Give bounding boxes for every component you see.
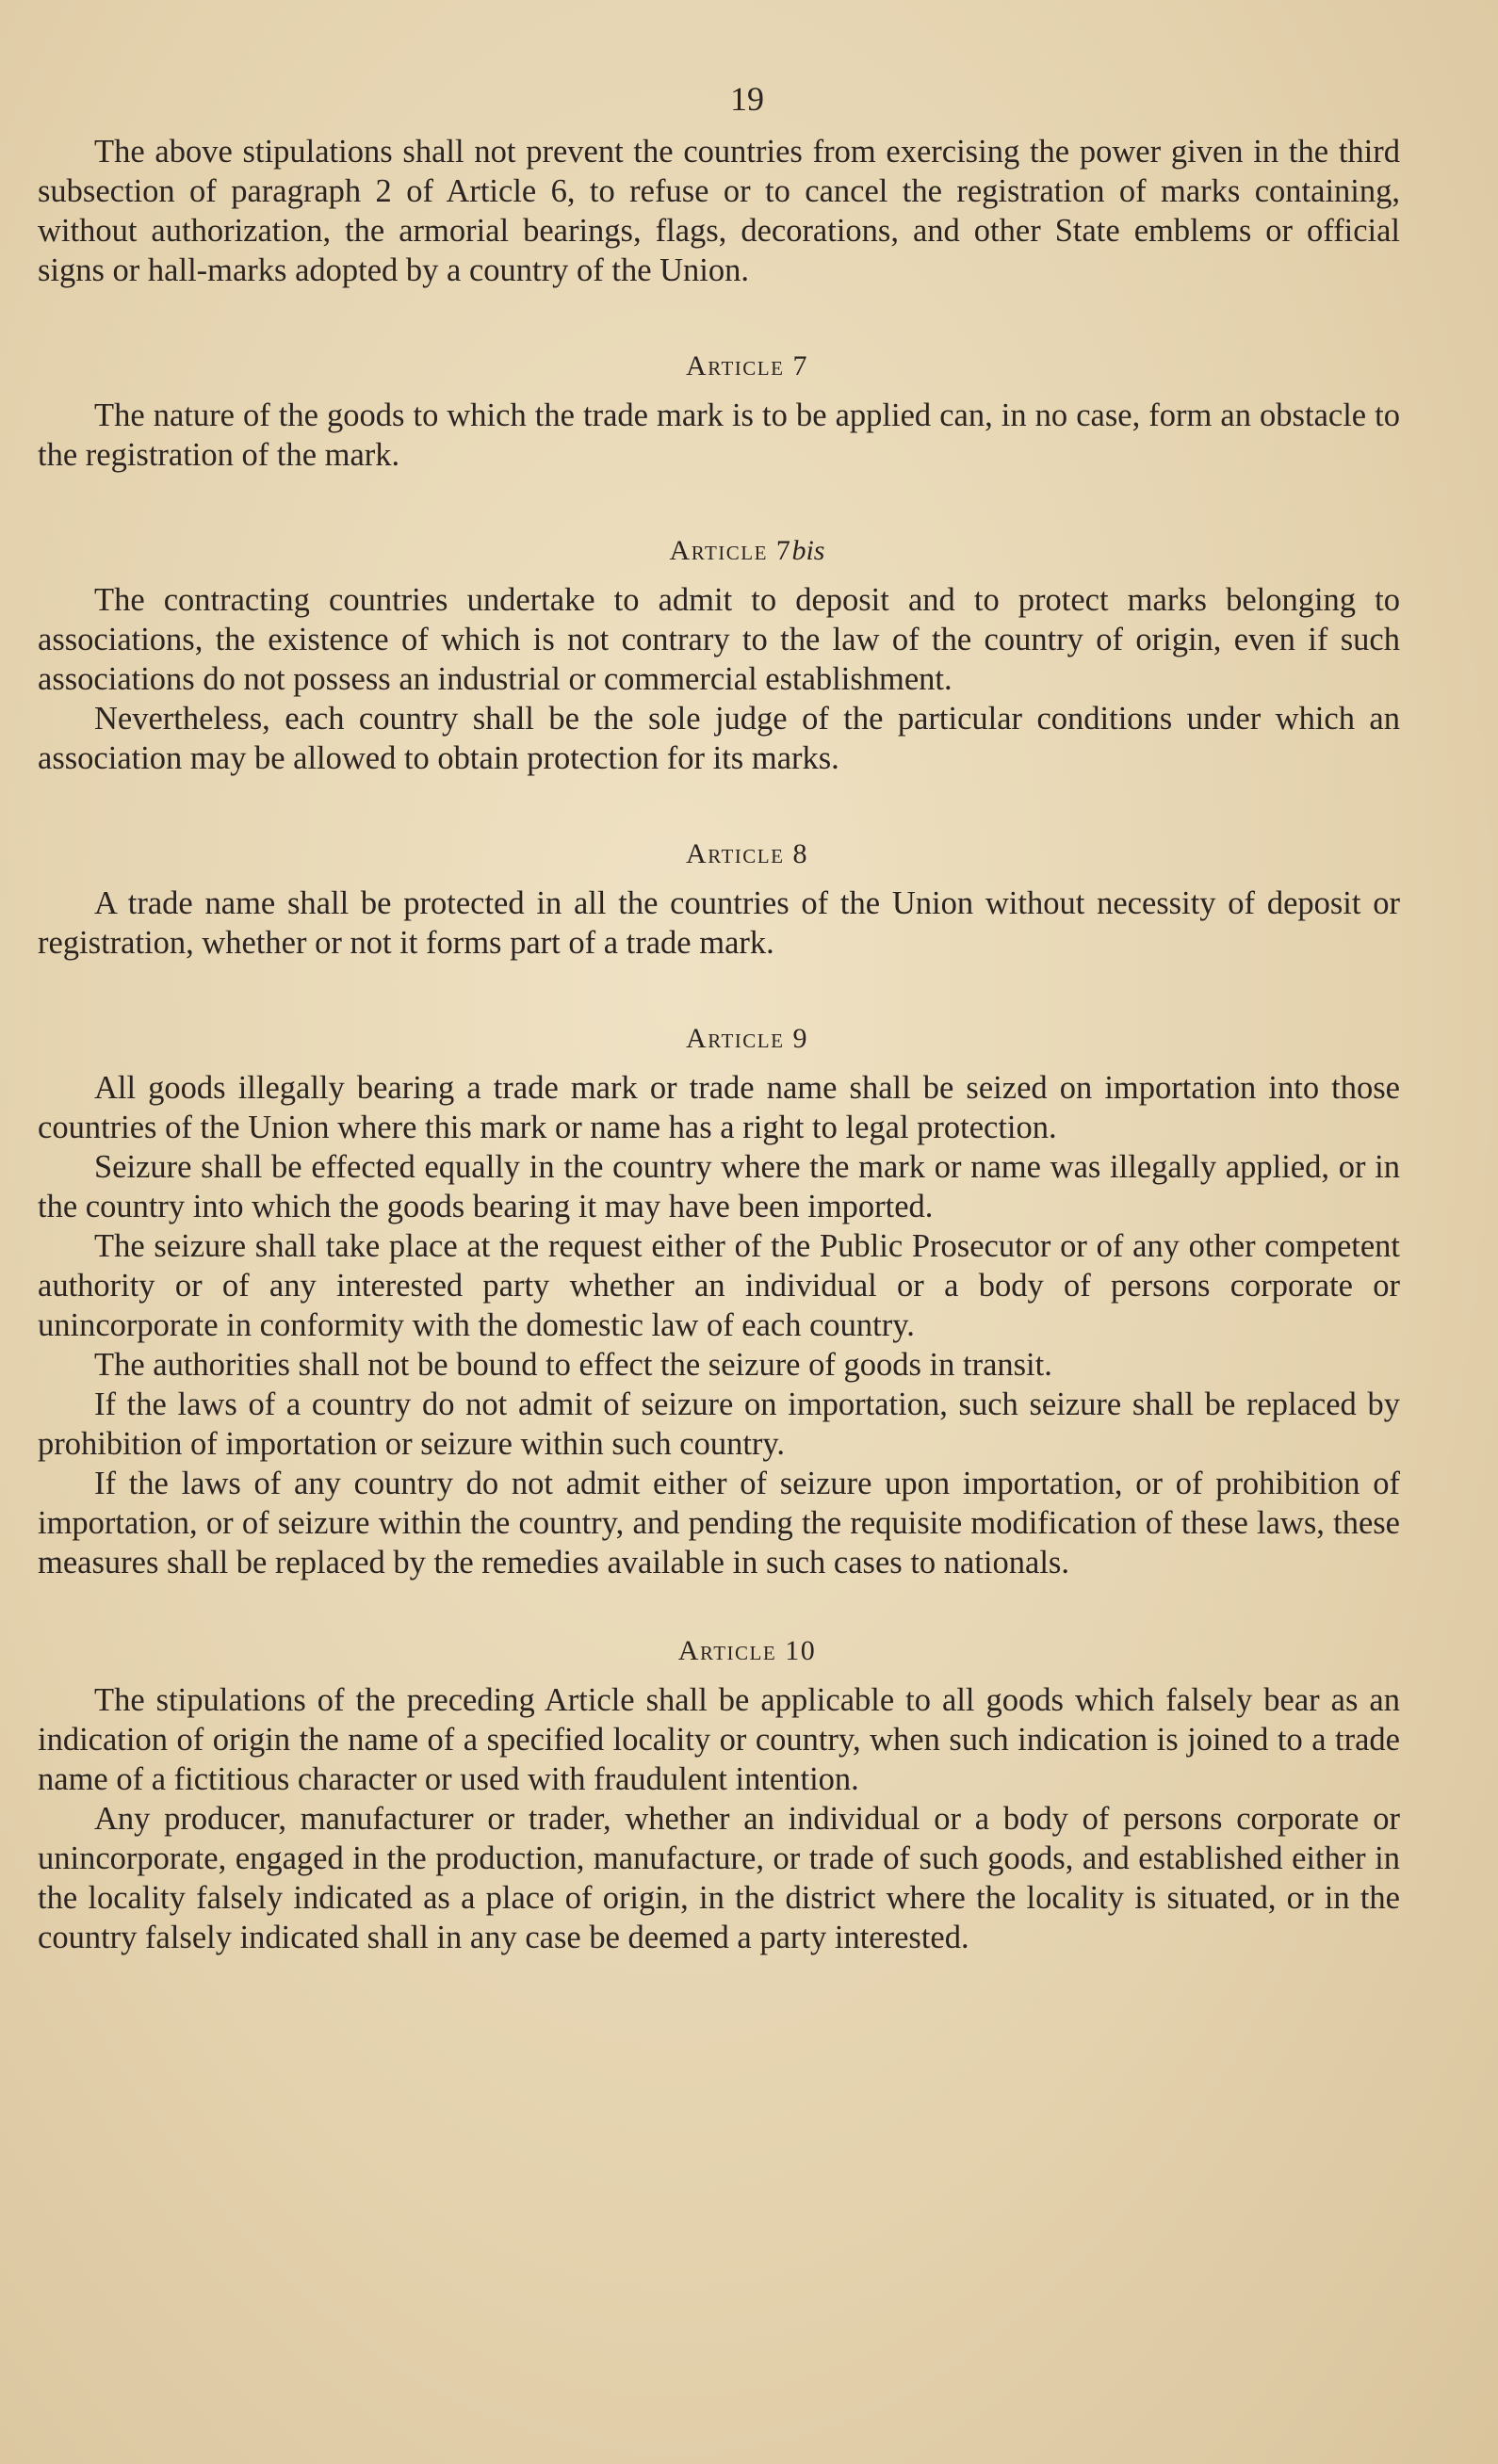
intro-section — [38, 132, 1400, 290]
article-heading — [38, 1023, 1400, 1055]
paragraph: The contracting countries undertake to admit to deposit and to protect marks belonging to associations, the existence of which is not contrary to the law of the country of origin, even if such associations do not possess an industrial or commercial establishment. — [38, 582, 1400, 697]
article-heading — [38, 1635, 1400, 1667]
article-heading — [38, 838, 1400, 870]
paragraph: The stipulations of the preceding Article shall be applicable to all goods which falsely bear as an indication of origin the name of a specified locality or country, when such indication is joined to a trade name of a fictitious character or used with fraudulent intention. — [38, 1682, 1400, 1797]
article-heading — [38, 350, 1400, 382]
page-number: 19 — [730, 80, 764, 118]
paragraph: The authorities shall not be bound to effect the seizure of goods in transit. — [94, 1347, 1052, 1383]
article-heading-label: Article 7 — [669, 535, 792, 566]
article-7-section — [38, 350, 1400, 475]
paragraph: All goods illegally bearing a trade mark or trade name shall be seized on importation into those countries of the Union where this mark or name has a right to legal protection. — [38, 1070, 1400, 1145]
paragraph: If the laws of a country do not admit of seizure on importation, such seizure shall be replaced by prohibition of importation or seizure within such country. — [38, 1386, 1400, 1462]
paragraph: The above stipulations shall not prevent the countries from exercising the power given in the third subsection of paragraph 2 of Article 6, to refuse or to cancel the registration of marks containing, without authorization, the armorial bearings, flags, decorations, and other State emblems or official signs or hall-marks adopted by a country of the Union. — [38, 134, 1400, 288]
article-heading-label: Article 7 — [686, 350, 808, 381]
article-7bis-section — [38, 535, 1400, 778]
article-heading-label: Article 10 — [677, 1635, 817, 1666]
article-8-section — [38, 838, 1400, 963]
paragraph: If the laws of any country do not admit either of seizure upon importation, or of prohibition of importation, or of seizure within the country, and pending the requisite modification of these laws, these measures shall be replaced by the remedies available in such cases to nationals. — [38, 1466, 1400, 1581]
paragraph: Any producer, manufacturer or trader, whether an individual or a body of persons corporate or unincorporate, engaged in the production, manufacture, or trade of such goods, and established either in the locality falsely indicated as a place of origin, in the district where the locality is situated, or in the country falsely indicated shall in any case be deemed a party interested. — [38, 1801, 1400, 1955]
article-9-section — [38, 1023, 1400, 1582]
article-heading-label: Article 8 — [686, 838, 808, 869]
paragraph: The seizure shall take place at the request either of the Public Prosecutor or of any other competent authority or of any interested party whether an individual or a body of persons corporate or unincorporate in conformity with the domestic law of each country. — [38, 1228, 1400, 1343]
article-10-section — [38, 1635, 1400, 1957]
paragraph: Nevertheless, each country shall be the sole judge of the particular conditions under which an association may be allowed to obtain protection for its marks. — [38, 701, 1400, 776]
paragraph: The nature of the goods to which the trade mark is to be applied can, in no case, form an obstacle to the registration of the mark. — [38, 397, 1400, 473]
article-heading-label: Article 9 — [686, 1023, 808, 1054]
paragraph: Seizure shall be effected equally in the country where the mark or name was illegally applied, or in the country into which the goods bearing it may have been imported. — [38, 1149, 1400, 1224]
paragraph: A trade name shall be protected in all the countries of the Union without necessity of deposit or registration, whether or not it forms part of a trade mark. — [38, 885, 1400, 961]
article-heading-suffix: bis — [791, 535, 825, 566]
article-heading — [38, 535, 1400, 567]
